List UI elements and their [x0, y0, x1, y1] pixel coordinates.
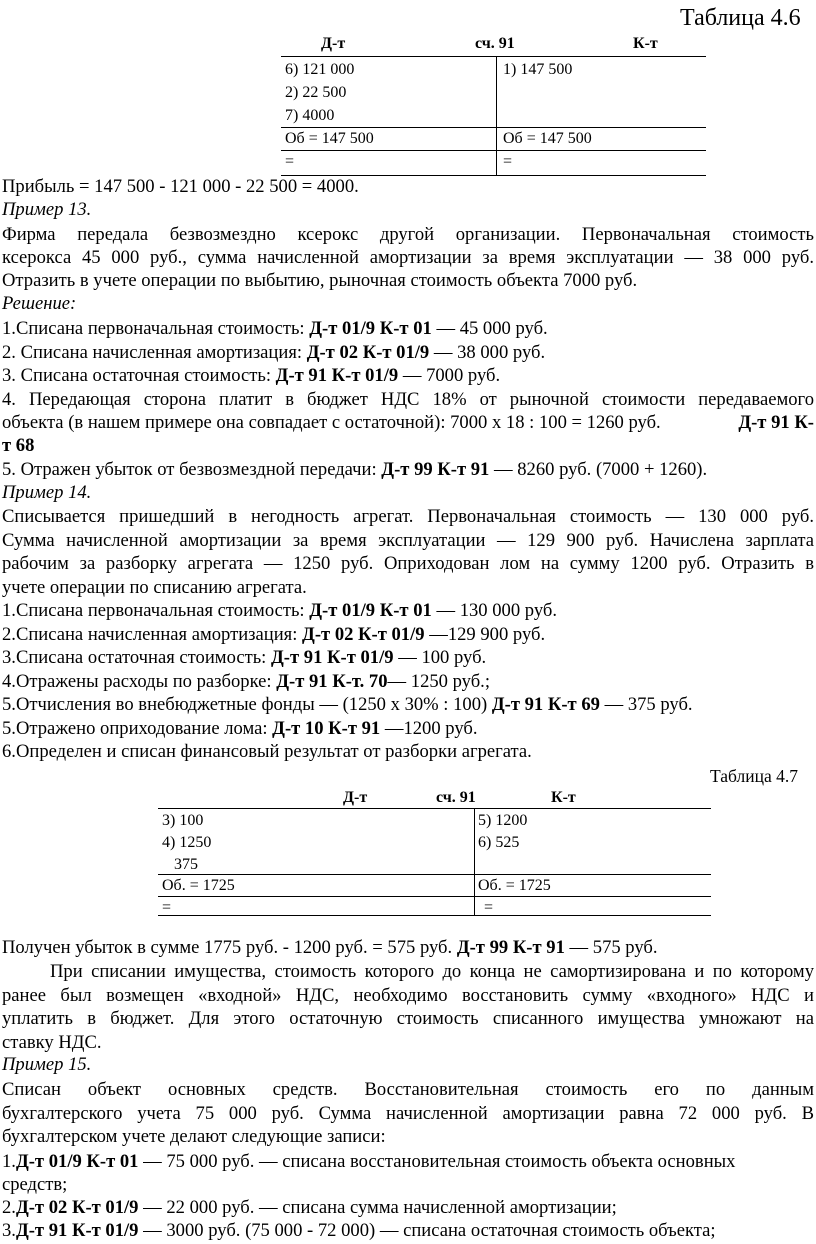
entry-posting: Д-т 91 К-т 69 — [491, 694, 600, 715]
entry-line: средств; — [2, 1174, 68, 1195]
table-4-7 — [158, 786, 711, 916]
entry-text: объекта (в нашем примере она совпадает с остаточной): 7000 х 18 : 100 = 1260 руб. — [2, 412, 661, 433]
example-14-text: Списывается пришедший в негодность агрегат. Первоначальная стоимость — 130 000 руб. — [2, 506, 814, 527]
entry-text: 5. Отражен убыток от безвозмездной передачи: — [2, 459, 382, 480]
example-15-title: Пример 15. — [2, 1054, 92, 1075]
entry-posting: Д-т 02 К-т 01/9 — [15, 1197, 139, 1218]
entry-posting: Д-т 02 К-т 01/9 — [306, 342, 430, 363]
entry-posting: Д-т 91 К-т 01/9 — [271, 647, 394, 668]
entry-line — [2, 693, 814, 716]
entry-amount: — 100 руб. — [393, 647, 487, 668]
entry-text: 5.Отражено оприходование лома: — [2, 718, 273, 739]
entry-text: 3. Списана остаточная стоимость: — [2, 365, 276, 386]
entry-posting: Д-т 99 К-т 91 — [381, 459, 490, 480]
debit-entry: 6) 121 000 — [285, 61, 355, 78]
entry-posting: Д-т 01/9 К-т 01 — [309, 600, 432, 621]
entry-amount: — 22 000 руб. — списана сумма начисленной амортизации; — [138, 1197, 617, 1218]
vat-paragraph-line: уплатить в бюджет. Для этого остаточную стоимость списанного имущества умножают на — [2, 1008, 814, 1029]
entry-amount: — 45 000 руб. — [431, 318, 548, 339]
table-header-account: сч. 91 — [475, 35, 515, 52]
entry-text: 2. Списана начисленная амортизация: — [2, 342, 307, 363]
entry-posting: Д-т 01/9 К-т 01 — [15, 1151, 139, 1172]
credit-entry: 6) 525 — [478, 834, 520, 851]
debit-entry: 375 — [174, 856, 198, 873]
entry-text: 1. — [2, 1151, 16, 1172]
entry-line — [2, 1219, 814, 1242]
balance-debit: = — [162, 899, 172, 916]
entry-text: 2. — [2, 1197, 16, 1218]
example-14-text: рабочим за разборку агрегата — 1250 руб. Оприходован лом на сумму 1200 руб. Отразить в — [2, 553, 814, 574]
table-rule — [158, 915, 711, 916]
balance-credit: = — [484, 899, 494, 916]
table-header-debit: Д-т — [343, 789, 368, 806]
balance-credit: = — [503, 153, 513, 170]
loss-line — [2, 936, 814, 959]
debit-entry: 4) 1250 — [162, 834, 212, 851]
entry-line — [2, 623, 814, 646]
entry-amount: — 38 000 руб. — [429, 342, 546, 363]
profit-line: Прибыль = 147 500 - 121 000 - 22 500 = 4000. — [2, 176, 359, 197]
entry-amount: — 7000 руб. — [398, 365, 501, 386]
entry-amount: — 1250 руб.; — [387, 671, 490, 692]
table-divider — [474, 808, 475, 915]
entry-amount: —1200 руб. — [380, 718, 478, 739]
turnover-debit: Об. = 1725 — [162, 877, 235, 894]
entry-text: 5.Отчисления во внебюджетные фонды — (1250 х 30% : 100) — [2, 694, 492, 715]
entry-line — [2, 411, 814, 434]
entry-amount: — 3000 руб. (75 000 - 72 000) — списана остаточная стоимость объекта; — [138, 1220, 716, 1241]
entry-text: 3.Списана остаточная стоимость: — [2, 647, 272, 668]
entry-posting: т 68 — [2, 435, 35, 456]
entry-text: 1.Списана первоначальная стоимость: — [2, 600, 310, 621]
entry-amount: — 375 руб. — [599, 694, 693, 715]
table-header-credit: К-т — [551, 789, 576, 806]
entry-amount: — 8260 руб. (7000 + 1260). — [489, 459, 708, 480]
entry-line — [2, 717, 814, 740]
table-header-account: сч. 91 — [436, 789, 476, 806]
entry-posting: Д-т 91 К-т 01/9 — [15, 1220, 139, 1241]
vat-paragraph-line: ранее был возмещен «входной» НДС, необходимо восстановить сумму «входного» НДС и — [2, 985, 814, 1006]
table-header-credit: К-т — [633, 35, 658, 52]
solution-label: Решение: — [2, 293, 77, 314]
vat-paragraph-line: ставку НДС. — [2, 1032, 102, 1053]
table-4-6 — [281, 30, 706, 176]
entry-line — [2, 341, 814, 364]
turnover-credit: Об = 147 500 — [503, 130, 592, 147]
entry-amount: —129 900 руб. — [424, 624, 546, 645]
entry-posting: Д-т 91 К-т. 70 — [276, 671, 388, 692]
example-15-text: бухгалтерского учета 75 000 руб. Сумма начисленной амортизации равна 72 000 руб. В — [2, 1103, 814, 1124]
entry-posting: Д-т 99 К-т 91 — [456, 937, 565, 958]
debit-entry: 2) 22 500 — [285, 84, 347, 101]
entry-line — [2, 1196, 814, 1219]
vat-paragraph-line: При списании имущества, стоимость которого до конца не самортизирована и по которому — [50, 961, 814, 982]
entry-posting: Д-т 02 К-т 01/9 — [302, 624, 425, 645]
example-13-text: ксерокса 45 000 руб., сумма начисленной амортизации за время эксплуатации — 38 000 руб. — [2, 247, 814, 268]
table-rule — [158, 896, 711, 897]
table-rule — [158, 808, 711, 809]
entry-line — [2, 364, 814, 387]
turnover-credit: Об. = 1725 — [478, 877, 551, 894]
entry-line — [2, 1150, 814, 1173]
debit-entry: 3) 100 — [162, 812, 204, 829]
example-13-title: Пример 13. — [2, 199, 92, 220]
entry-line — [2, 646, 814, 669]
entry-amount: — 575 руб. — [564, 937, 658, 958]
table-rule — [281, 150, 706, 151]
table-4-7-caption: Таблица 4.7 — [710, 766, 798, 786]
entry-text: 3. — [2, 1220, 16, 1241]
entry-text: 4.Отражены расходы по разборке: — [2, 671, 277, 692]
example-14-text: учете операции по списанию агрегата. — [2, 577, 307, 598]
entry-amount: — 130 000 руб. — [431, 600, 557, 621]
credit-entry: 1) 147 500 — [503, 61, 573, 78]
example-13-text: Отразить в учете операции по выбытию, рыночная стоимость объекта 7000 руб. — [2, 270, 638, 291]
entry-text: Получен убыток в сумме 1775 руб. - 1200 руб. = 575 руб. — [2, 937, 457, 958]
entry-line — [2, 458, 814, 481]
example-15-text: бухгалтерском учете делают следующие записи: — [2, 1126, 386, 1147]
entry-line — [2, 317, 814, 340]
table-rule — [281, 56, 706, 57]
debit-entry: 7) 4000 — [285, 107, 335, 124]
example-15-text: Списан объект основных средств. Восстановительная стоимость его по данным — [2, 1079, 814, 1100]
entry-line — [2, 670, 814, 693]
entry-posting: Д-т 01/9 К-т 01 — [309, 318, 432, 339]
table-divider — [496, 56, 497, 176]
table-rule — [158, 874, 711, 875]
balance-debit: = — [285, 153, 295, 170]
turnover-debit: Об = 147 500 — [285, 130, 374, 147]
entry-posting: Д-т 10 К-т 91 — [272, 718, 381, 739]
table-header-debit: Д-т — [321, 35, 346, 52]
example-14-text: Сумма начисленной амортизации за время эксплуатации — 129 900 руб. Начислена зарплата — [2, 530, 814, 551]
credit-entry: 5) 1200 — [478, 812, 528, 829]
entry-text: 2.Списана начисленная амортизация: — [2, 624, 303, 645]
entry-text: 1.Списана первоначальная стоимость: — [2, 318, 310, 339]
example-14-title: Пример 14. — [2, 482, 92, 503]
entry-amount: — 75 000 руб. — списана восстановительная стоимость объекта основных — [138, 1151, 736, 1172]
entry-line: 6.Определен и списан финансовый результат от разборки агрегата. — [2, 741, 532, 762]
entry-posting: Д-т 91 К- — [738, 412, 814, 433]
entry-line — [2, 599, 814, 622]
entry-line: 4. Передающая сторона платит в бюджет НДС 18% от рыночной стоимости передаваемого — [2, 389, 814, 410]
entry-posting: Д-т 91 К-т 01/9 — [275, 365, 399, 386]
example-13-text: Фирма передала безвозмездно ксерокс другой организации. Первоначальная стоимость — [2, 224, 814, 245]
table-4-6-caption: Таблица 4.6 — [680, 5, 801, 31]
